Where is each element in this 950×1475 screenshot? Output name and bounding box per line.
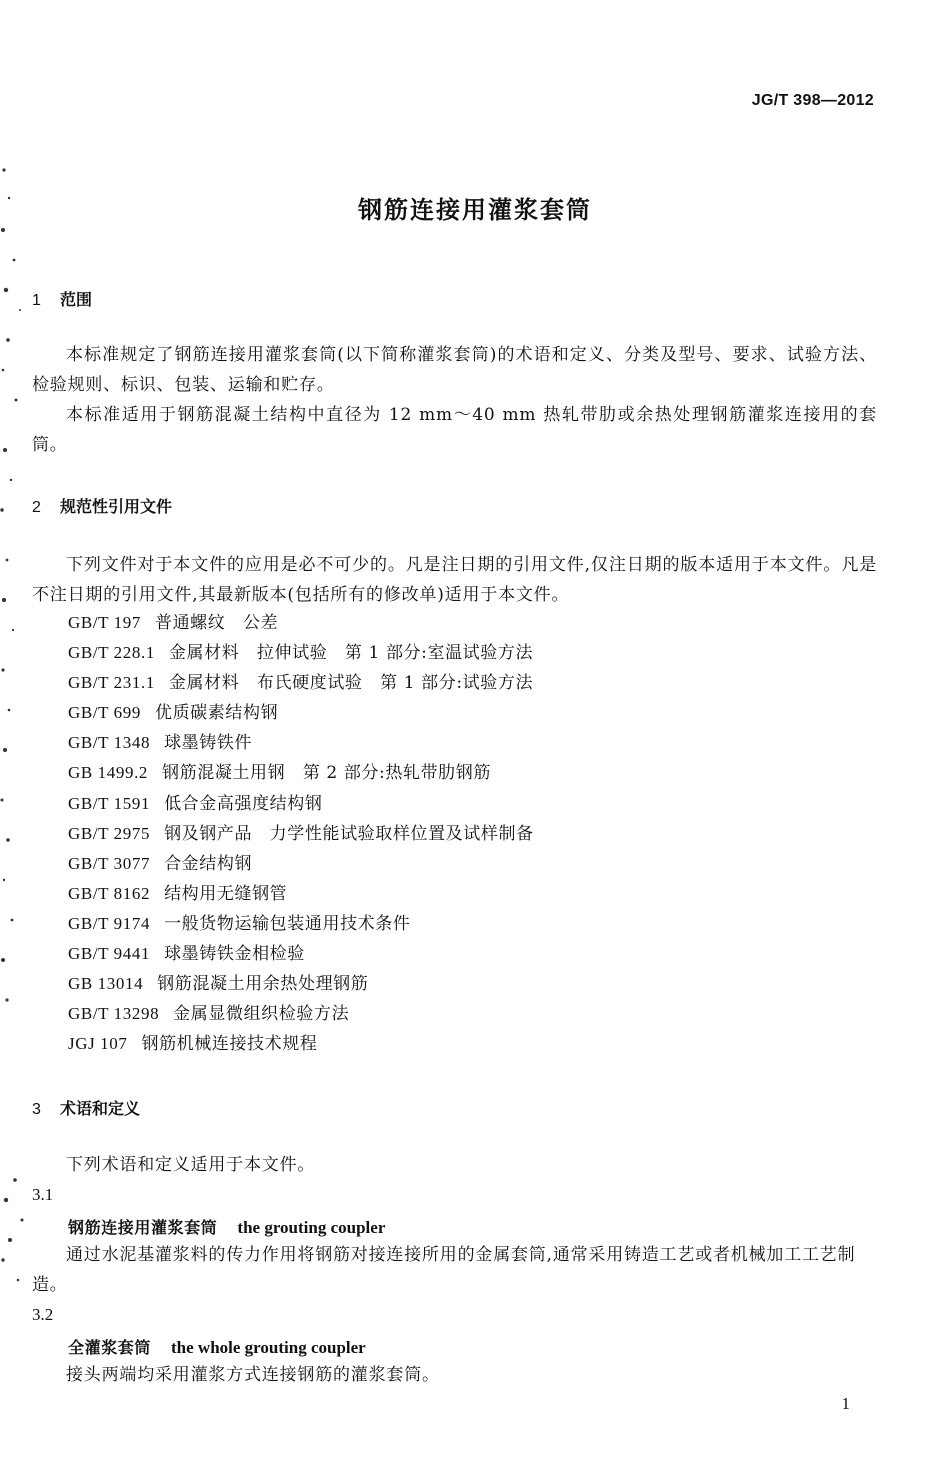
reference-title: 钢筋机械连接技术规程 bbox=[141, 1034, 318, 1055]
reference-code: GB/T 197 bbox=[68, 613, 141, 632]
reference-item bbox=[68, 849, 534, 879]
reference-code: GB/T 13298 bbox=[68, 1004, 160, 1024]
reference-code: GB 13014 bbox=[68, 974, 144, 994]
reference-item bbox=[68, 939, 534, 969]
reference-title: 球墨铸铁金相检验 bbox=[164, 944, 305, 965]
reference-item bbox=[68, 758, 534, 788]
reference-title: 普通螺纹 公差 bbox=[154, 613, 279, 633]
term-en: the whole grouting coupler bbox=[171, 1338, 366, 1357]
section-title: 术语和定义 bbox=[60, 1099, 141, 1118]
reference-title: 金属材料 布氏硬度试验 第 1 部分:试验方法 bbox=[168, 673, 534, 694]
reference-title: 钢筋混凝土用钢 第 2 部分:热轧带肋钢筋 bbox=[162, 763, 491, 784]
reference-list bbox=[68, 608, 534, 1059]
section-number: 1 bbox=[32, 292, 41, 309]
page-number: 1 bbox=[841, 1394, 850, 1413]
reference-code: GB/T 2975 bbox=[68, 823, 151, 843]
document-title: 钢筋连接用灌浆套筒 bbox=[358, 196, 592, 224]
reference-title: 合金结构钢 bbox=[164, 853, 253, 874]
reference-title: 金属显微组织检验方法 bbox=[173, 1004, 350, 1025]
section-1-paragraph-2: 本标准适用于钢筋混凝土结构中直径为 12 mm～40 mm 热轧带肋或余热处理钢筋灌浆连接用的套筒。 bbox=[32, 405, 877, 455]
reference-item bbox=[68, 668, 534, 698]
term-definition: 通过水泥基灌浆料的传力作用将钢筋对接连接所用的金属套筒,通常采用铸造工艺或者机械加工工艺制造。 bbox=[32, 1245, 856, 1295]
section-1-paragraph-1: 本标准规定了钢筋连接用灌浆套筒(以下简称灌浆套筒)的术语和定义、分类及型号、要求、试验方法、检验规则、标识、包装、运输和贮存。 bbox=[32, 345, 877, 395]
reference-code: GB/T 9174 bbox=[68, 913, 151, 933]
reference-item bbox=[68, 879, 534, 909]
reference-item bbox=[68, 909, 534, 939]
reference-code: GB 1499.2 bbox=[68, 763, 149, 783]
reference-item bbox=[68, 1029, 534, 1059]
reference-item bbox=[68, 728, 534, 758]
reference-title: 一般货物运输包装通用技术条件 bbox=[164, 913, 411, 934]
term-heading bbox=[68, 1215, 385, 1238]
section-3-paragraph-1: 下列术语和定义适用于本文件。 bbox=[66, 1155, 316, 1175]
reference-item bbox=[68, 608, 534, 638]
reference-title: 球墨铸铁件 bbox=[164, 733, 253, 754]
section-3-heading bbox=[32, 1096, 140, 1119]
reference-code: GB/T 3077 bbox=[68, 853, 151, 873]
reference-title: 钢筋混凝土用余热处理钢筋 bbox=[157, 974, 369, 995]
section-number: 3 bbox=[32, 1101, 41, 1118]
term-number: 3.2 bbox=[32, 1305, 54, 1324]
reference-item bbox=[68, 999, 534, 1029]
reference-item bbox=[68, 698, 534, 728]
term-zh: 全灌浆套筒 bbox=[68, 1338, 152, 1357]
reference-title: 钢及钢产品 力学性能试验取样位置及试样制备 bbox=[164, 823, 534, 844]
section-title: 规范性引用文件 bbox=[60, 497, 173, 516]
reference-code: GB/T 8162 bbox=[68, 883, 151, 903]
reference-title: 优质碳素结构钢 bbox=[154, 703, 279, 724]
reference-title: 结构用无缝钢管 bbox=[164, 883, 288, 904]
reference-item bbox=[68, 969, 534, 999]
reference-item bbox=[68, 789, 534, 819]
reference-item bbox=[68, 819, 534, 849]
reference-code: GB/T 9441 bbox=[68, 944, 151, 964]
section-2-paragraph-1: 下列文件对于本文件的应用是必不可少的。凡是注日期的引用文件,仅注日期的版本适用于本文件。凡是不注日期的引用文件,其最新版本(包括所有的修改单)适用于本文件。 bbox=[32, 555, 877, 605]
reference-item bbox=[68, 638, 534, 668]
section-title: 范围 bbox=[60, 290, 93, 309]
section-number: 2 bbox=[32, 499, 41, 516]
standard-code: JG/T 398—2012 bbox=[751, 92, 874, 109]
reference-code: JGJ 107 bbox=[68, 1034, 128, 1054]
reference-code: GB/T 231.1 bbox=[68, 673, 155, 693]
reference-title: 低合金高强度结构钢 bbox=[164, 793, 323, 814]
section-2-heading bbox=[32, 494, 172, 517]
term-zh: 钢筋连接用灌浆套筒 bbox=[68, 1218, 218, 1237]
reference-code: GB/T 228.1 bbox=[68, 643, 155, 663]
reference-title: 金属材料 拉伸试验 第 1 部分:室温试验方法 bbox=[168, 643, 534, 664]
term-en: the grouting coupler bbox=[237, 1218, 386, 1237]
reference-code: GB/T 699 bbox=[68, 703, 141, 723]
term-number: 3.1 bbox=[32, 1185, 54, 1204]
reference-code: GB/T 1591 bbox=[68, 793, 151, 813]
term-definition: 接头两端均采用灌浆方式连接钢筋的灌浆套筒。 bbox=[66, 1365, 440, 1385]
section-1-heading bbox=[32, 287, 92, 310]
term-heading bbox=[68, 1335, 366, 1358]
reference-code: GB/T 1348 bbox=[68, 733, 151, 753]
